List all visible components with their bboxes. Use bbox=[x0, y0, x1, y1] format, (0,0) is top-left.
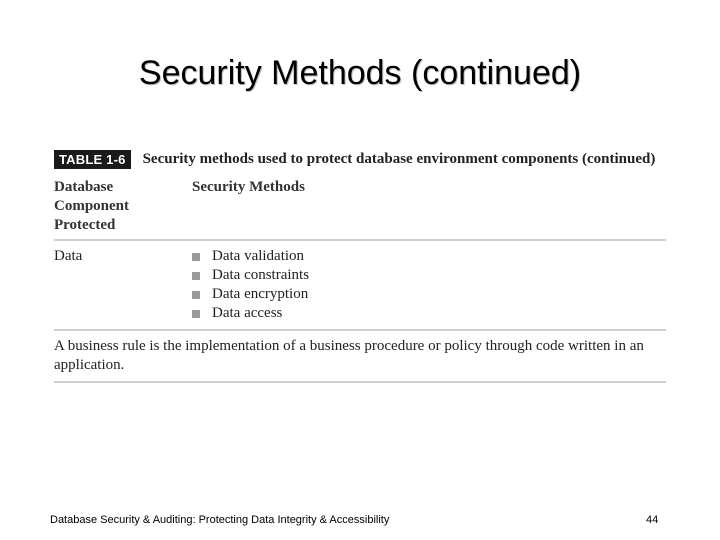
table-footnote: A business rule is the implementation of a business procedure or policy through code written in an application. bbox=[54, 331, 666, 383]
footer-text: Database Security & Auditing: Protecting Data Integrity & Accessibility bbox=[50, 514, 390, 526]
row-methods bbox=[192, 247, 666, 323]
slide-title: Security Methods (continued) bbox=[138, 54, 582, 92]
method-label: Data encryption bbox=[212, 286, 309, 302]
square-bullet-icon bbox=[192, 253, 200, 261]
table-row bbox=[54, 241, 666, 331]
header-security-methods: Security Methods bbox=[192, 179, 305, 195]
square-bullet-icon bbox=[192, 310, 200, 318]
list-item bbox=[192, 285, 666, 304]
table-caption-text: Security methods used to protect database environment components (continued) bbox=[142, 150, 656, 167]
security-methods-table bbox=[54, 148, 666, 383]
header-component-protected bbox=[54, 178, 192, 235]
square-bullet-icon bbox=[192, 272, 200, 280]
method-list bbox=[192, 247, 666, 323]
square-bullet-icon bbox=[192, 291, 200, 299]
method-label: Data constraints bbox=[212, 267, 310, 283]
list-item bbox=[192, 304, 666, 323]
header-component-line: Component bbox=[54, 198, 130, 214]
list-item bbox=[192, 247, 666, 266]
header-component-line: Database bbox=[54, 179, 114, 195]
list-item bbox=[192, 266, 666, 285]
method-label: Data access bbox=[212, 305, 283, 321]
method-label: Data validation bbox=[212, 248, 305, 264]
page-number: 44 bbox=[646, 514, 659, 526]
table-header-row bbox=[54, 178, 666, 241]
table-caption bbox=[54, 148, 666, 170]
table-number-badge: TABLE 1-6 bbox=[54, 150, 131, 169]
row-component: Data bbox=[54, 248, 83, 264]
header-component-line: Protected bbox=[54, 217, 116, 233]
